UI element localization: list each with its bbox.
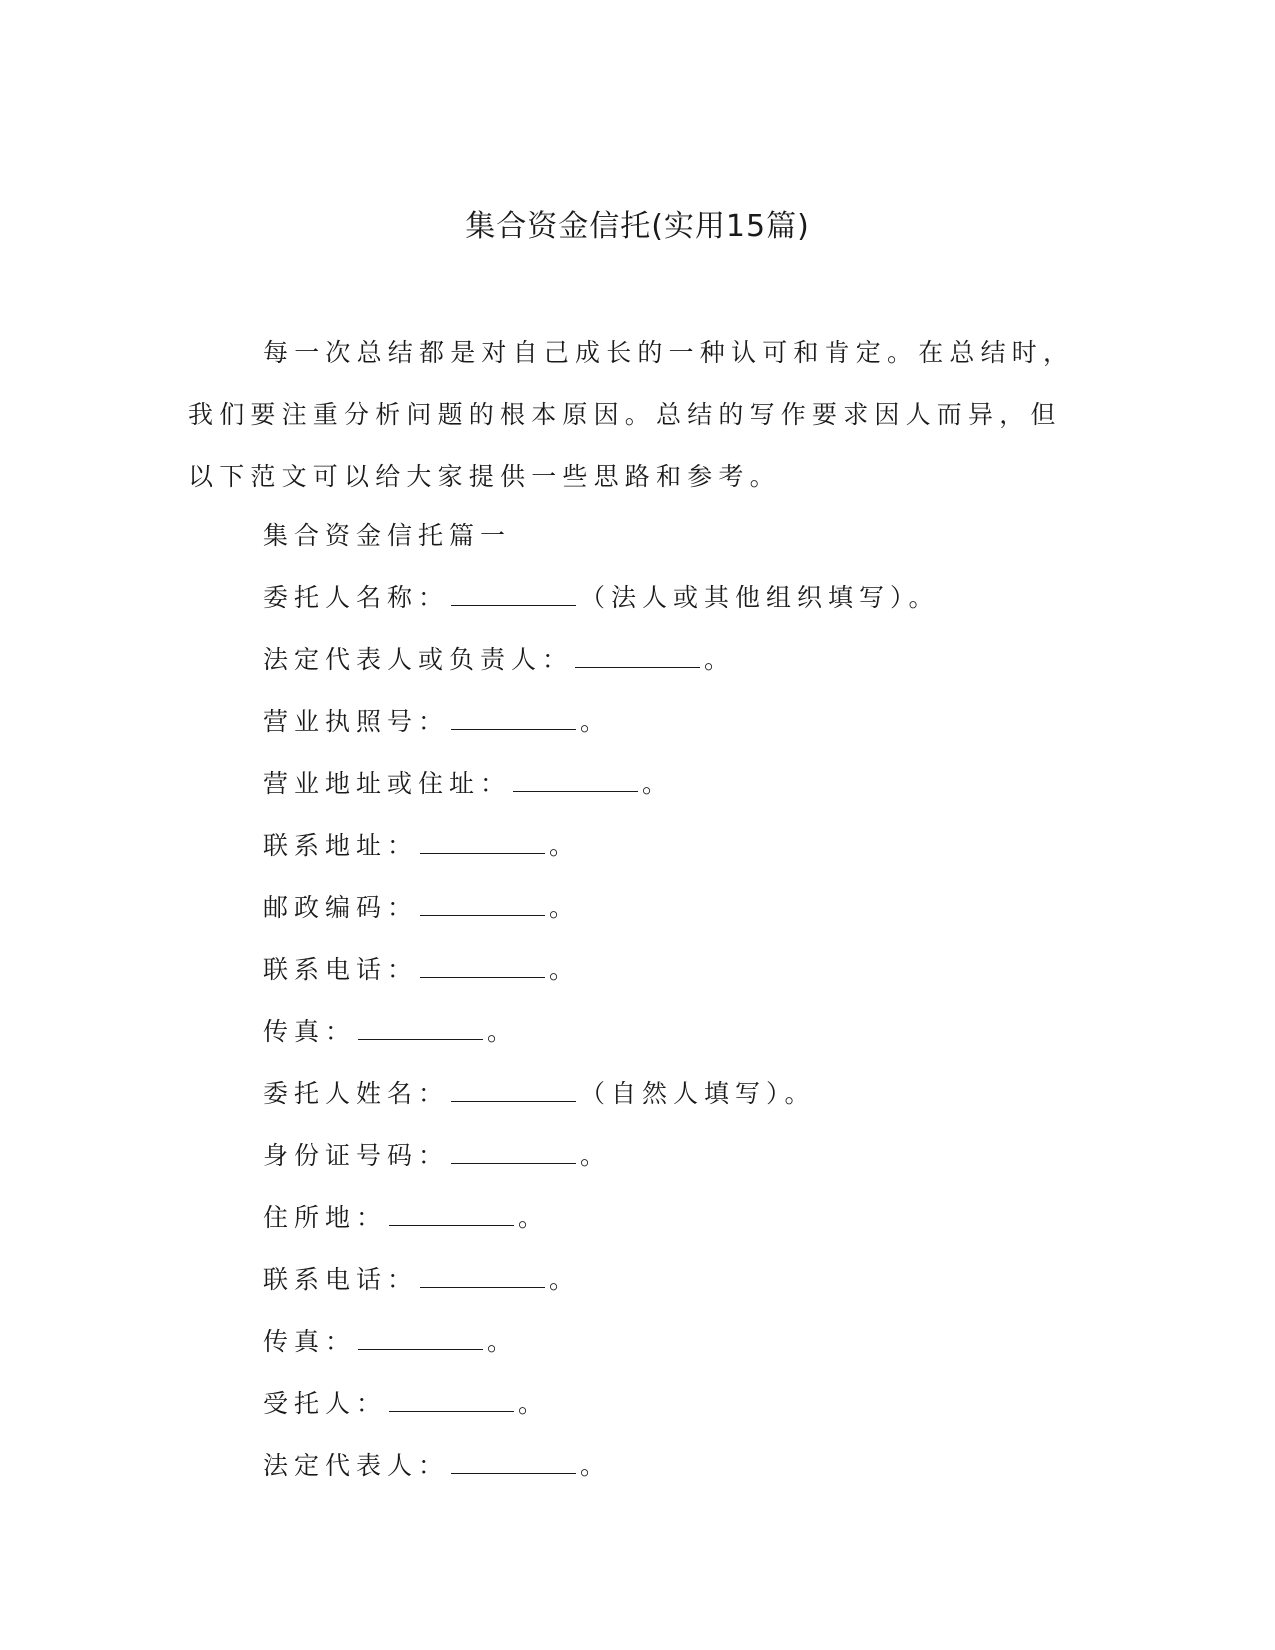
blank-underline[interactable] (451, 1453, 576, 1474)
field-trustee (263, 1380, 940, 1442)
blank-underline[interactable] (358, 1019, 483, 1040)
field-label: 联系电话： (263, 955, 419, 984)
intro-paragraph: 每一次总结都是对自己成长的一种认可和肯定。在总结时，我们要注重分析问题的根本原因。总结的写作要求因人而异，但以下范文可以给大家提供一些思路和参考。 (188, 338, 1075, 491)
field-phone (263, 946, 940, 1008)
field-label: 联系地址： (263, 831, 419, 860)
field-suffix: （法人或其他组织填写）。 (580, 583, 940, 612)
field-fax (263, 1008, 940, 1070)
field-suffix: 。 (549, 1265, 581, 1294)
field-legal-representative (263, 1442, 940, 1504)
field-label: 身份证号码： (263, 1141, 450, 1170)
field-suffix: （自然人填写）。 (580, 1079, 816, 1108)
blank-underline[interactable] (451, 709, 576, 730)
field-entrustor-person-name (263, 1070, 940, 1132)
field-entrustor-name (263, 574, 940, 636)
field-suffix: 。 (487, 1017, 519, 1046)
field-label: 法定代表人： (263, 1451, 450, 1480)
field-residence (263, 1194, 940, 1256)
blank-underline[interactable] (420, 957, 545, 978)
field-suffix: 。 (704, 645, 736, 674)
blank-underline[interactable] (575, 647, 700, 668)
field-label: 委托人名称： (263, 583, 450, 612)
field-business-license-number (263, 698, 940, 760)
field-suffix: 。 (518, 1389, 550, 1418)
field-label: 营业执照号： (263, 707, 450, 736)
blank-underline[interactable] (358, 1329, 483, 1350)
field-fax-2 (263, 1318, 940, 1380)
blank-underline[interactable] (513, 771, 638, 792)
field-label: 法定代表人或负责人： (263, 645, 574, 674)
blank-underline[interactable] (451, 1143, 576, 1164)
section-heading: 集合资金信托篇一 (263, 521, 512, 550)
field-suffix: 。 (580, 707, 612, 736)
field-label: 传真： (263, 1017, 357, 1046)
field-label: 住所地： (263, 1203, 388, 1232)
field-postal-code (263, 884, 940, 946)
blank-underline[interactable] (420, 1267, 545, 1288)
document-title: 集合资金信托(实用15篇) (465, 209, 810, 244)
field-business-address (263, 760, 940, 822)
field-suffix: 。 (580, 1141, 612, 1170)
blank-underline[interactable] (420, 833, 545, 854)
field-suffix: 。 (549, 893, 581, 922)
field-suffix: 。 (487, 1327, 519, 1356)
field-suffix: 。 (642, 769, 674, 798)
field-label: 营业地址或住址： (263, 769, 512, 798)
field-label: 邮政编码： (263, 893, 419, 922)
field-contact-address (263, 822, 940, 884)
field-label: 传真： (263, 1327, 357, 1356)
field-suffix: 。 (549, 955, 581, 984)
field-suffix: 。 (549, 831, 581, 860)
blank-underline[interactable] (420, 895, 545, 916)
field-suffix: 。 (580, 1451, 612, 1480)
field-label: 委托人姓名： (263, 1079, 450, 1108)
blank-underline[interactable] (451, 1081, 576, 1102)
form-lines (263, 512, 940, 1504)
blank-underline[interactable] (389, 1205, 514, 1226)
field-suffix: 。 (518, 1203, 550, 1232)
blank-underline[interactable] (451, 585, 576, 606)
field-label: 联系电话： (263, 1265, 419, 1294)
field-id-number (263, 1132, 940, 1194)
field-legal-representative-or-responsible (263, 636, 940, 698)
blank-underline[interactable] (389, 1391, 514, 1412)
field-phone-2 (263, 1256, 940, 1318)
field-label: 受托人： (263, 1389, 388, 1418)
